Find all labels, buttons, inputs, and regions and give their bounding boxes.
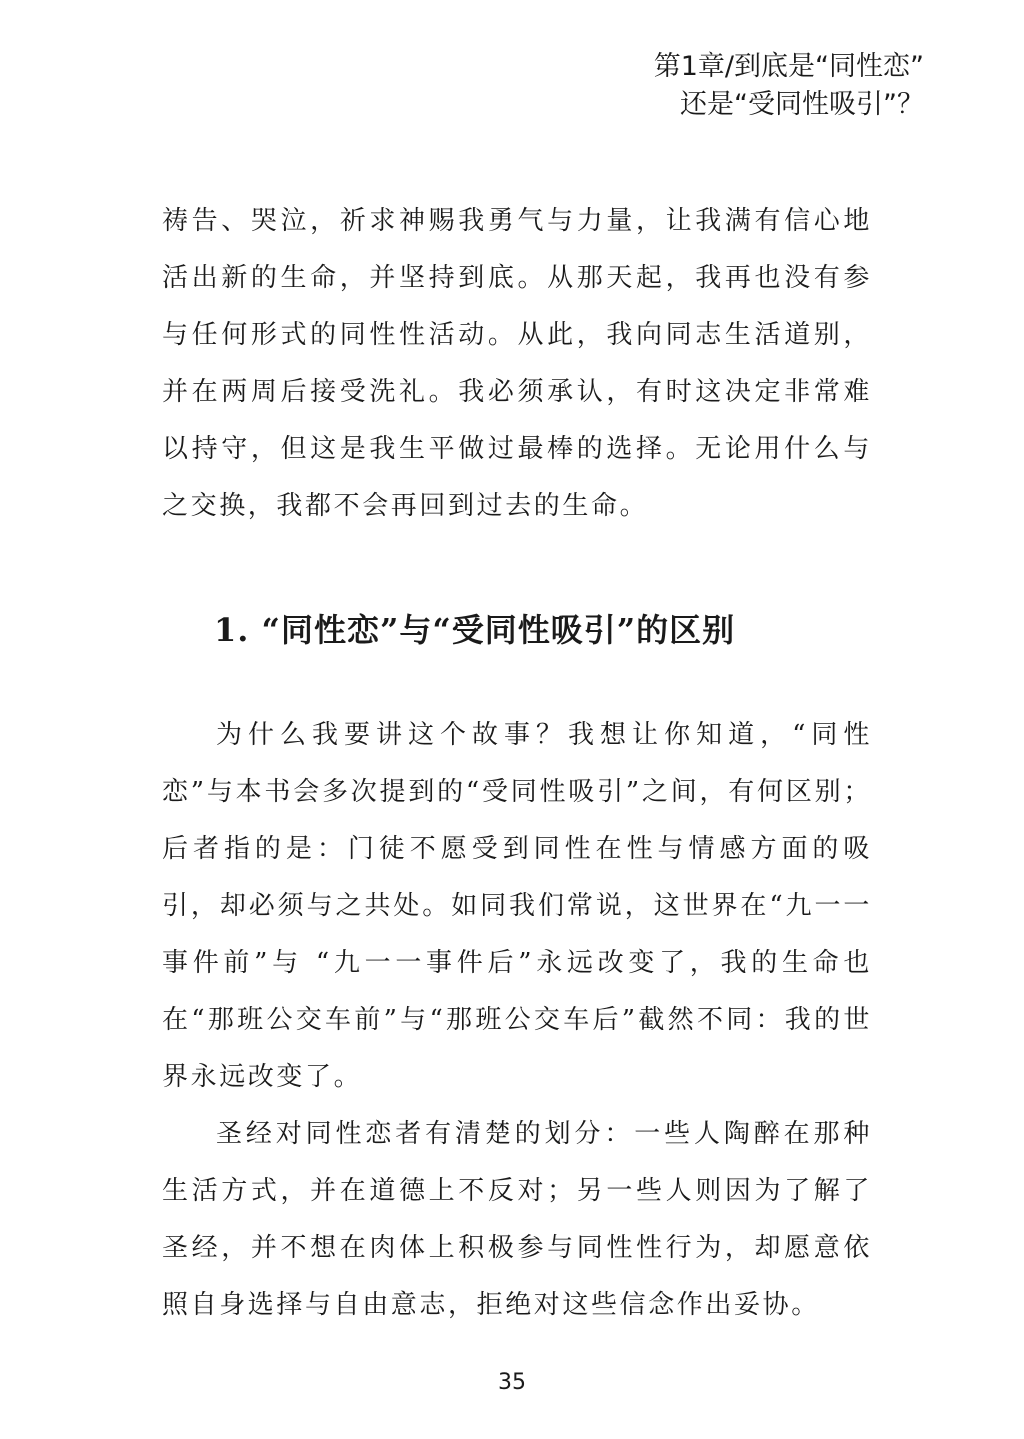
body-paragraph-2: 为什么我要讲这个故事？我想让你知道，“同性恋”与本书会多次提到的“受同性吸引”之间，有何区别；后者指的是：门徒不愿受到同性在性与情感方面的吸引，却必须与之共处。如同我们常说，这世界在“九一一事件前”与 “九一一事件后”永远改变了，我的生命也在“那班公交车前”与“那班公交车后”截然不同：我的世界永远改变了。 <box>162 720 872 1092</box>
page-number: 35 <box>498 1370 526 1395</box>
chapter-title-line-1: 第1章/到底是“同性恋” <box>653 51 924 82</box>
body-paragraph-3: 圣经对同性恋者有清楚的划分：一些人陶醉在那种生活方式，并在道德上不反对；另一些人则因为了解了圣经，并不想在肉体上积极参与同性性行为，却愿意依照自身选择与自由意志，拒绝对这些信念作出妥协。 <box>162 1119 872 1320</box>
opening-paragraph: 祷告、哭泣，祈求神赐我勇气与力量，让我满有信心地活出新的生命，并坚持到底。从那天起，我再也没有参与任何形式的同性性活动。从此，我向同志生活道别，并在两周后接受洗礼。我必须承认，有时这决定非常难以持守，但这是我生平做过最棒的选择。无论用什么与之交换，我都不会再回到过去的生命。 <box>162 206 872 521</box>
section-heading: 1. “同性恋”与“受同性吸引”的区别 <box>214 611 736 649</box>
running-header <box>654 48 924 124</box>
chapter-title-line-2: 还是“受同性吸引”？ <box>680 89 924 120</box>
page-content <box>162 193 872 1334</box>
